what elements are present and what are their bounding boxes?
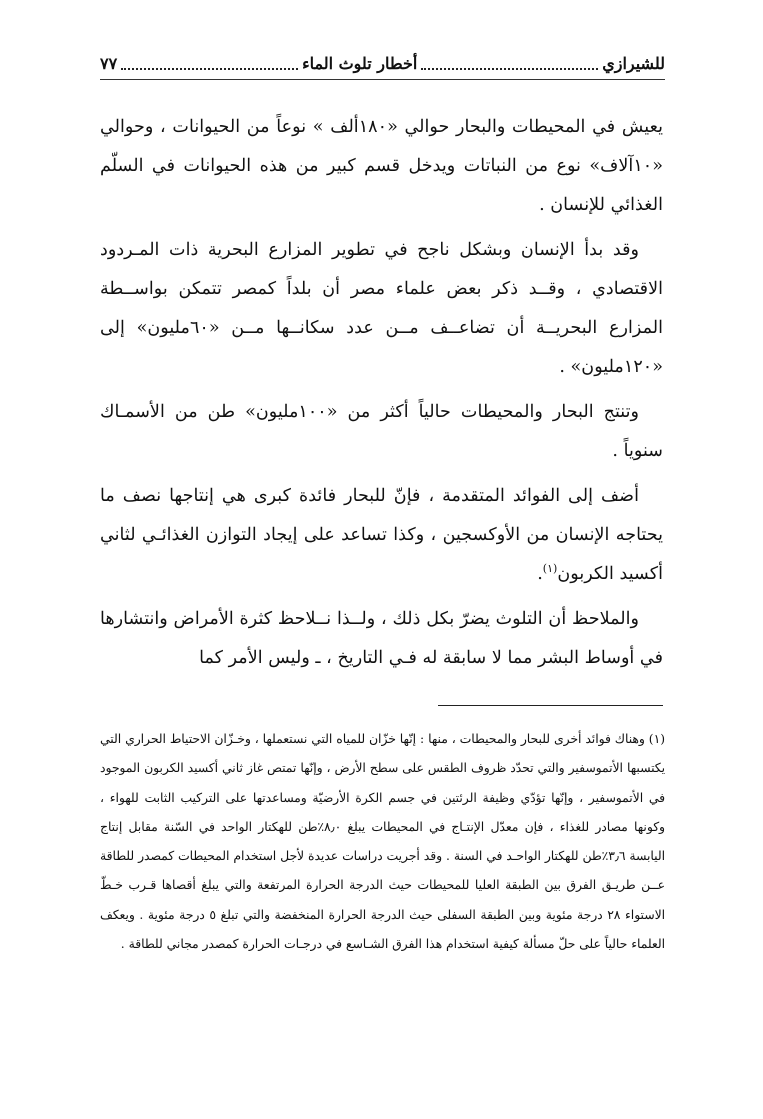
paragraph: وتنتج البحار والمحيطات حالياً أكثر من «١٠٠مليون» طن من الأسمـاك سنوياً . xyxy=(100,402,663,461)
running-header-author: للشيرازي xyxy=(602,53,665,73)
main-text xyxy=(100,108,663,684)
footnotes xyxy=(100,725,665,959)
footnote: (١) وهناك فوائد أخرى للبحار والمحيطات ، منها : إنّها خزّان للمياه التي نستعملها ، وخـزّان الاحتياط الحراري التي يكتسبها الأتموسفير والتي تحدّد ظروف الطقس على سطح الأرض ، وإنّها تمتص غاز ثاني أكسيد الكربون الموجود في الأتموسفير ، وإنّها تؤدّي وظيفة الرئتين في جسم الكرة الأرضيّة ومساعدتها على التركيب الثابت للهواء ، وكونها مصادر للغذاء ، فإن معدّل الإنتـاج في المحيطات يبلغ ٨٫٠٪طن للهكتار الواحد في السّنة مقابل إنتاج اليابسة ٣٫٦٪طن للهكتار الواحـد في السنة . وقد أجريت دراسات عديدة لأجل استخدام المحيطات كمصدر للطاقة عــن طريـق الفرق بين الطبقة العليا للمحيطات حيث الدرجة الحرارة المرتفعة والتي يبلغ أقصاها قـرب خـطّ الاستواء ٢٨ درجة مئوية وبين الطبقة السفلى حيث الدرجة الحرارة المنخفضة والتي تبلغ ٥ درجة مئوية . ويعكف العلماء حالياً على حلّ مسألة كيفية استخدام هذا الفرق الشـاسع في درجـات الحرارة كمصدر مجاني للطاقة . xyxy=(100,732,666,952)
paragraph: وقد بدأ الإنسان وبشكل ناجح في تطوير المزارع البحرية ذات المـردود الاقتصادي ، وقــد ذكر بعض علماء مصر أن بلداً كمصر تتمكن بواســطة المزارع البحريــة أن تضاعــف مــن عدد سكانــها مــن «٦٠مليون» إلى «١٢٠مليون» . xyxy=(100,240,663,377)
paragraph xyxy=(100,477,663,594)
paragraph-text: أضف إلى الفوائد المتقدمة ، فإنّ للبحار فائدة كبرى هي إنتاجها نصف ما يحتاجه الإنسان من الأوكسجين ، وكذا تساعد على إيجاد التوازن الغذائـي لثاني أكسيد الكربون xyxy=(100,486,663,584)
paragraph: والملاحظ أن التلوث يضرّ بكل ذلك ، ولــذا نــلاحظ كثرة الأمراض وانتشارها في أوساط البشر مما لا سابقة له فـي التاريخ ، ـ وليس الأمر كما xyxy=(100,609,663,668)
header-rule xyxy=(100,79,665,80)
footnote-reference: (١) xyxy=(542,562,558,576)
running-header-leader-dots xyxy=(421,56,598,70)
running-header xyxy=(100,48,665,78)
running-header-leader-dots xyxy=(121,56,298,70)
running-header-chapter-title: أخطار تلوث الماء xyxy=(302,53,418,73)
paragraph: يعيش في المحيطات والبحار حوالي «١٨٠ألف » نوعاً من الحيوانات ، وحوالي «١٠آلاف» نوع من النباتات ويدخل قسم كبير من هذه الحيوانات في السلّم الغذائي للإنسان . xyxy=(100,117,663,215)
paragraph-end: . xyxy=(537,564,543,584)
footnote-separator xyxy=(438,705,663,706)
page-number: ٧٧ xyxy=(99,53,118,73)
